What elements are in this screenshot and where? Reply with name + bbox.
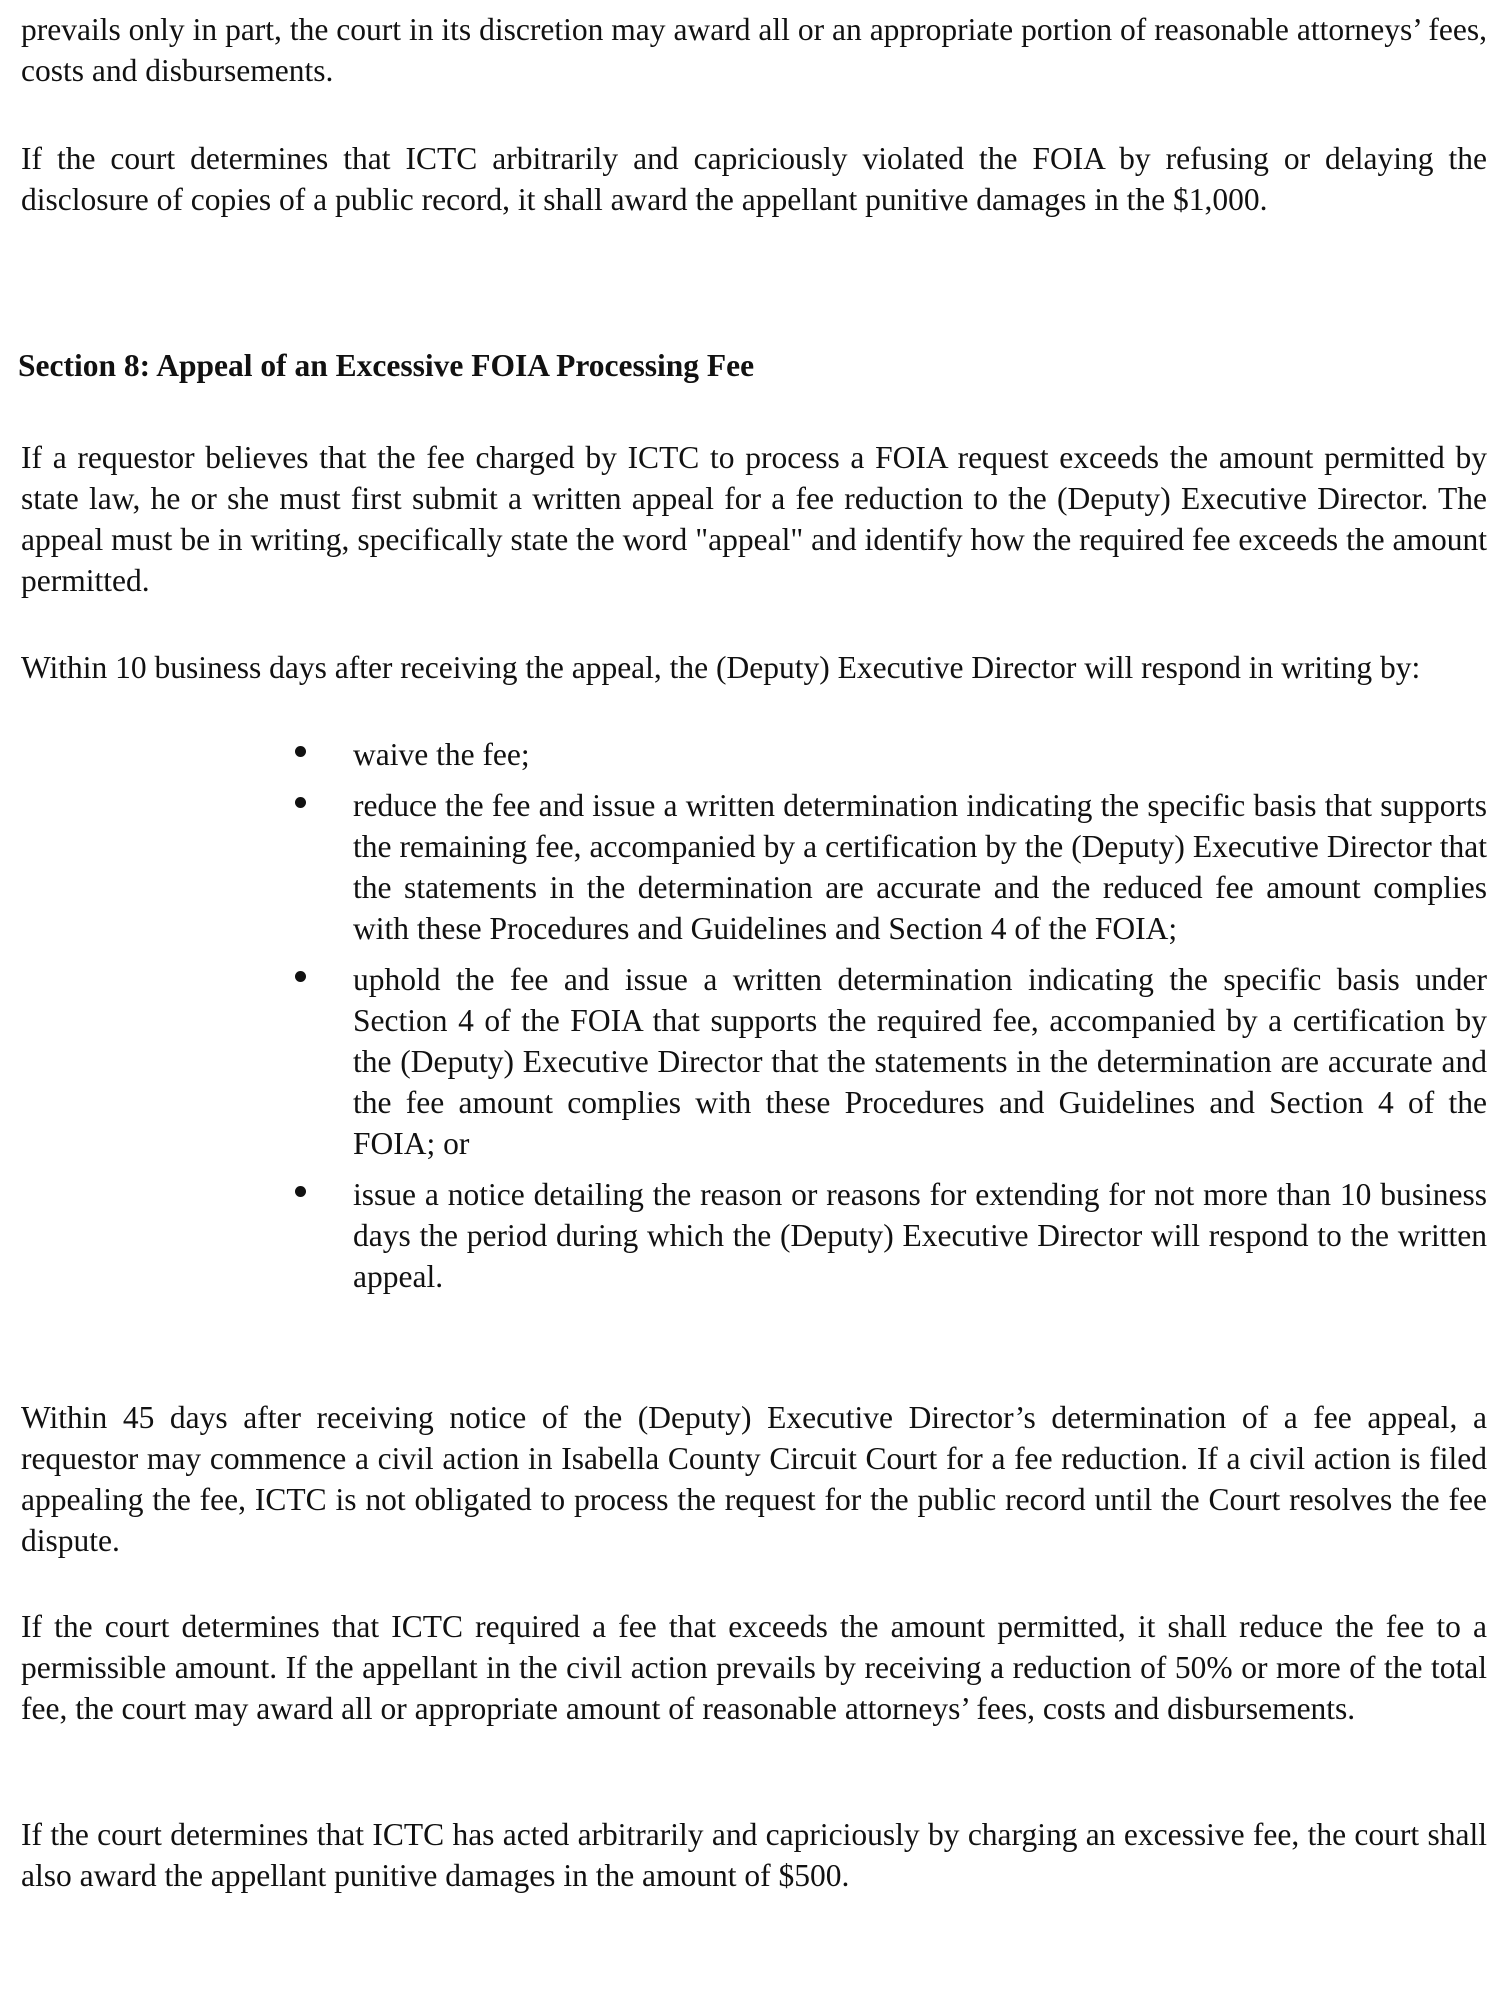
bullet-icon — [295, 1186, 306, 1197]
response-options-list — [295, 734, 1487, 1297]
list-item-text: waive the fee; — [353, 737, 530, 772]
list-item-text: uphold the fee and issue a written determination indicating the specific basis under Section 4 of the FOIA that supports the required fee, accompanied by a certification by the (Deputy) Executive Director that the statements in the determination are accurate and the fee amount complies with these Procedures and Guidelines and Section 4 of the FOIA; or — [353, 962, 1487, 1161]
bullet-icon — [295, 971, 306, 982]
list-item — [295, 734, 1487, 775]
section-8-heading: Section 8: Appeal of an Excessive FOIA Processing Fee — [18, 348, 755, 383]
paragraph-fee-appeal-requirement: If a requestor believes that the fee charged by ICTC to process a FOIA request exceeds the amount permitted by state law, he or she must first submit a written appeal for a fee reduction to the (Deputy) Executive Director. The appeal must be in writing, specifically state the word "appeal" and identify how the required fee exceeds the amount permitted. — [21, 440, 1487, 598]
paragraph-response-within-10-days: Within 10 business days after receiving the appeal, the (Deputy) Executive Director will respond in writing by: — [21, 650, 1421, 685]
paragraph-fee-reduction-award: If the court determines that ICTC required a fee that exceeds the amount permitted, it shall reduce the fee to a permissible amount. If the appellant in the civil action prevails by receiving a reduction of 50% or more of the total fee, the court may award all or appropriate amount of reasonable attorneys’ fees, costs and disbursements. — [21, 1609, 1487, 1726]
list-item-text: issue a notice detailing the reason or reasons for extending for not more than 10 business days the period during which the (Deputy) Executive Director will respond to the written appeal. — [353, 1177, 1487, 1294]
paragraph-attorney-fees: prevails only in part, the court in its discretion may award all or an appropriate portion of reasonable attorneys’ fees, costs and disbursements. — [21, 12, 1487, 88]
bullet-icon — [295, 797, 306, 808]
list-item — [295, 959, 1487, 1164]
list-item-text: reduce the fee and issue a written determination indicating the specific basis that supports the remaining fee, accompanied by a certification by the (Deputy) Executive Director that the statements in the determination are accurate and the reduced fee amount complies with these Procedures and Guidelines and Section 4 of the FOIA; — [353, 788, 1487, 946]
list-item — [295, 785, 1487, 949]
paragraph-punitive-damages-500: If the court determines that ICTC has acted arbitrarily and capriciously by charging an excessive fee, the court shall also award the appellant punitive damages in the amount of $500. — [21, 1817, 1487, 1893]
paragraph-punitive-damages-1000: If the court determines that ICTC arbitrarily and capriciously violated the FOIA by refusing or delaying the disclosure of copies of a public record, it shall award the appellant punitive damages in the $1,000. — [21, 141, 1487, 217]
paragraph-civil-action-45-days: Within 45 days after receiving notice of the (Deputy) Executive Director’s determination of a fee appeal, a requestor may commence a civil action in Isabella County Circuit Court for a fee reduction. If a civil action is filed appealing the fee, ICTC is not obligated to process the request for the public record until the Court resolves the fee dispute. — [21, 1400, 1487, 1558]
bullet-icon — [295, 746, 306, 757]
list-item — [295, 1174, 1487, 1297]
